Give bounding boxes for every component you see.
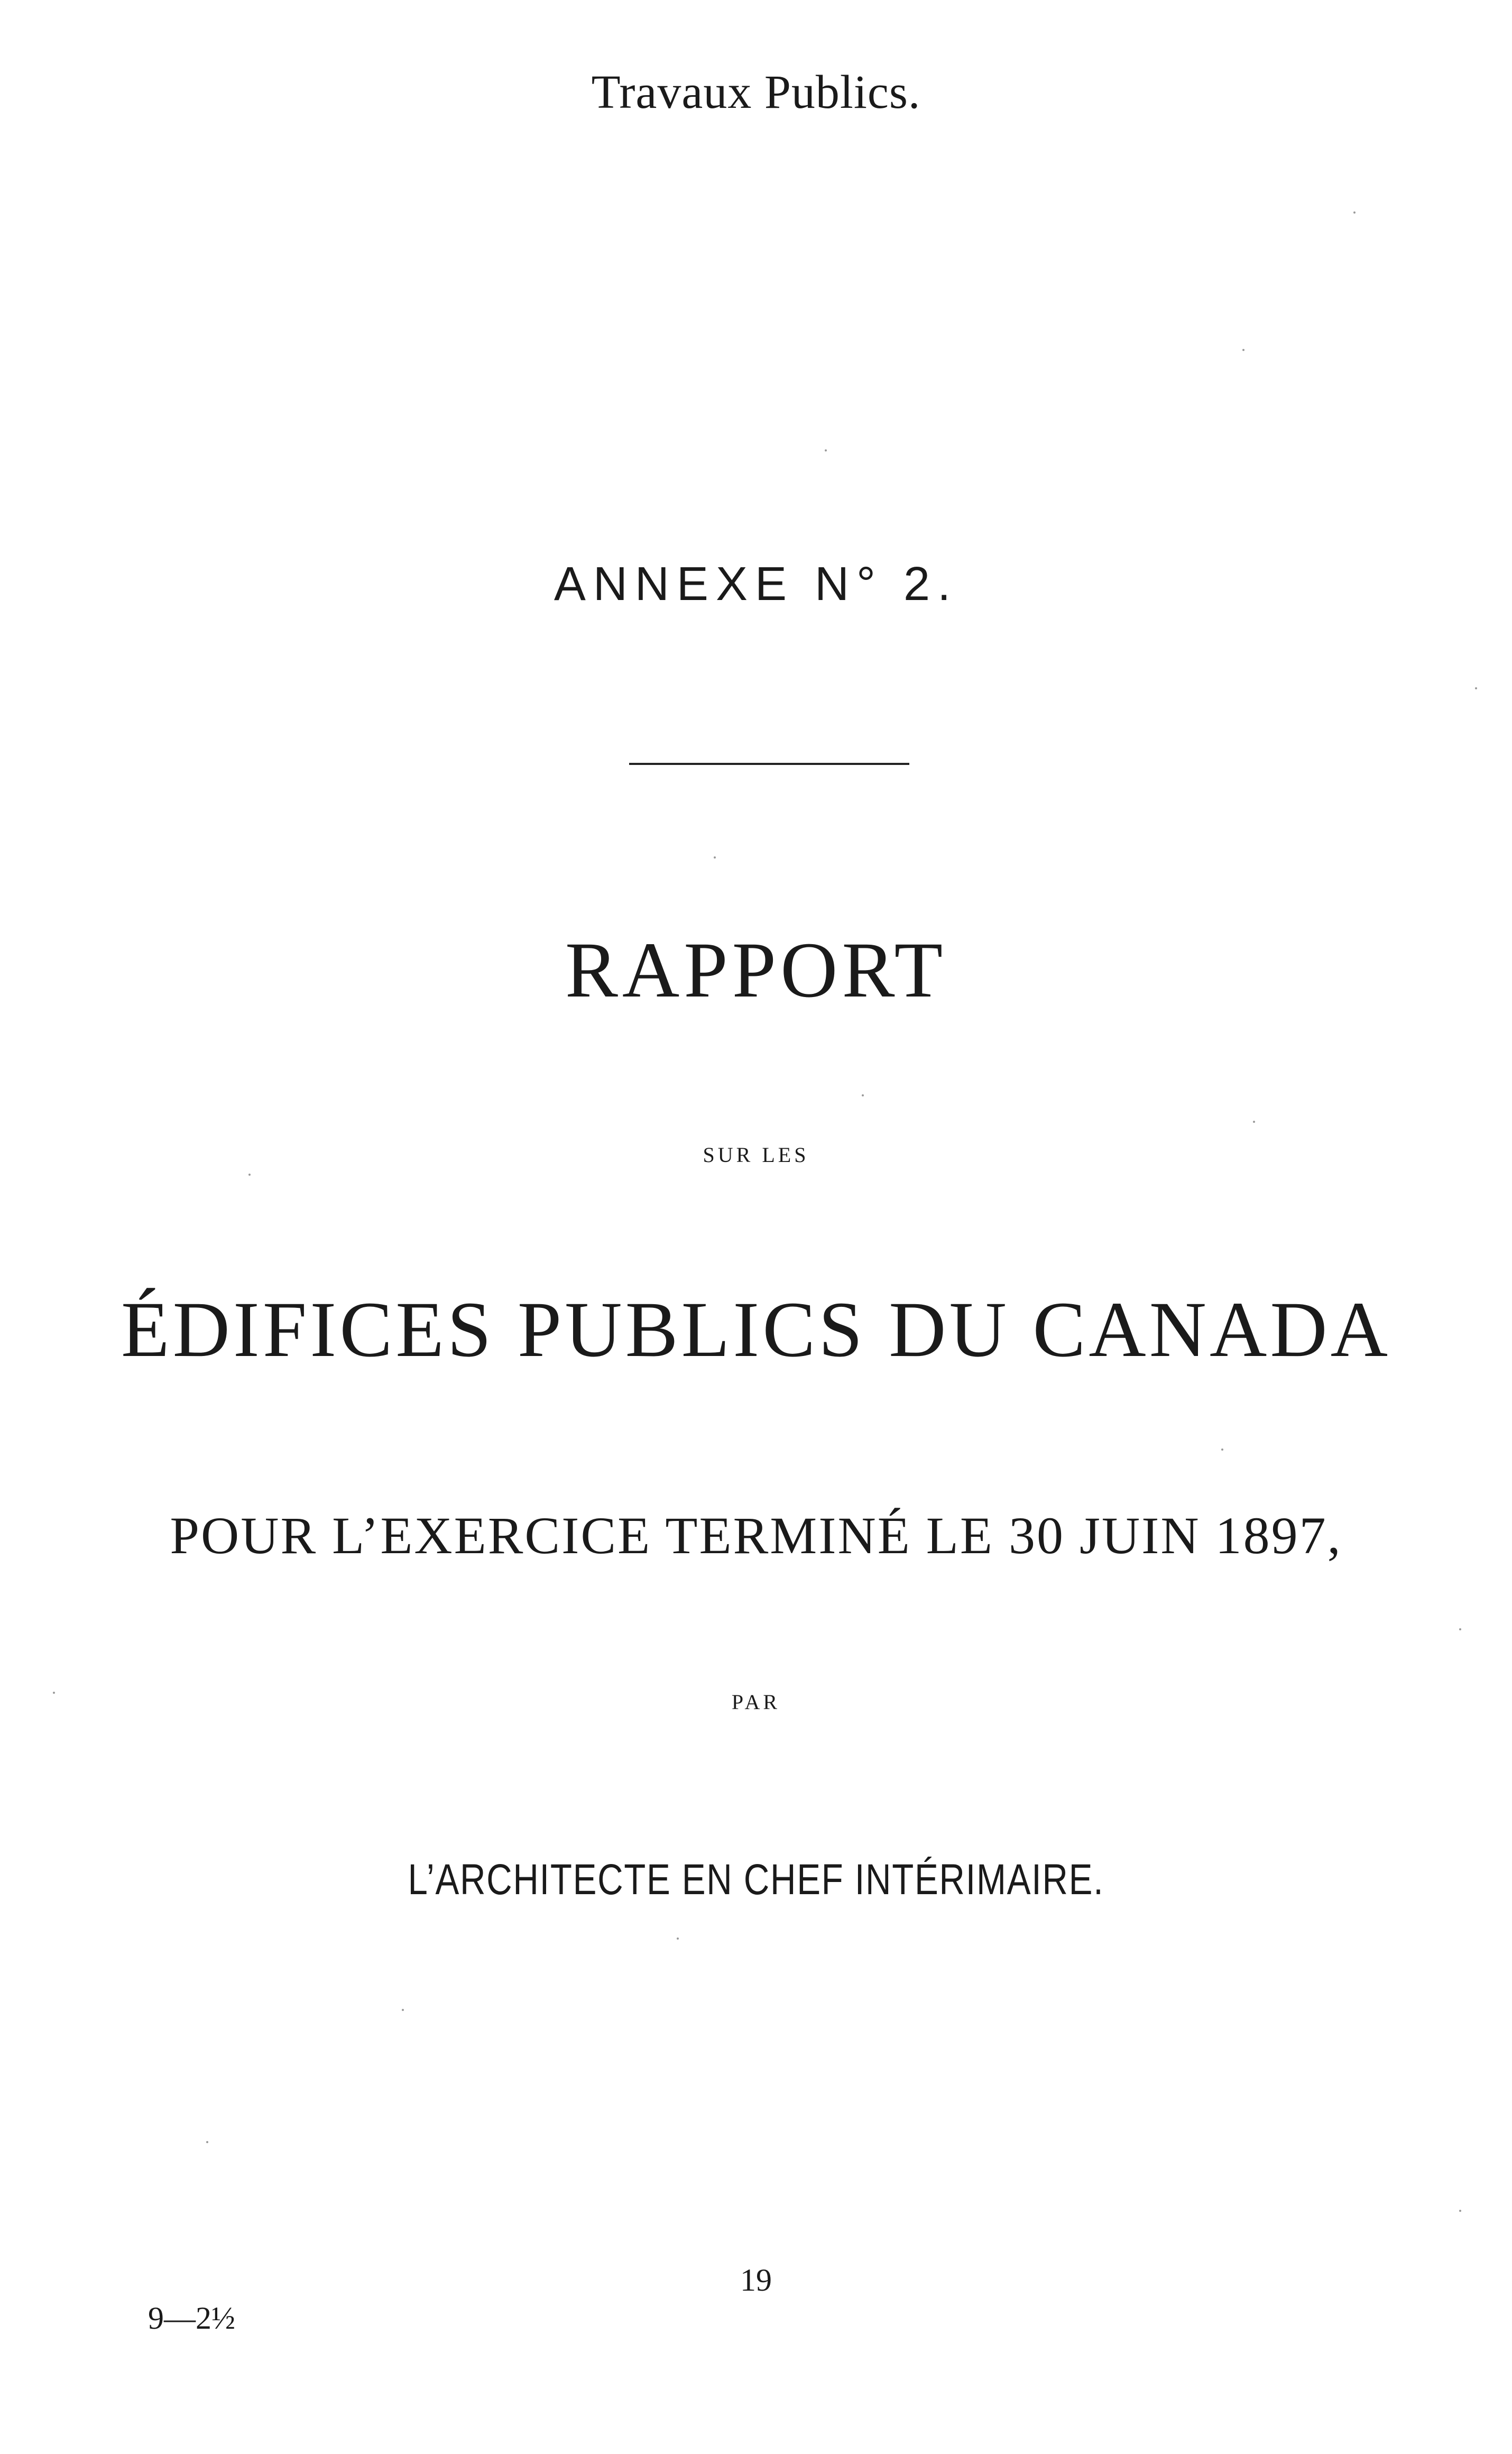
page-number: 19 — [740, 2263, 772, 2298]
scan-speck — [248, 1174, 251, 1176]
scan-speck — [402, 2009, 404, 2011]
scan-speck — [206, 2141, 208, 2143]
scan-speck — [677, 1938, 679, 1940]
scan-speck — [1459, 2210, 1461, 2212]
connector-sur-les: SUR LES — [703, 1143, 809, 1167]
scan-speck — [1353, 211, 1356, 214]
scan-speck — [1253, 1121, 1255, 1123]
scan-speck — [1475, 687, 1477, 689]
scan-speck — [1242, 349, 1244, 351]
scan-speck — [825, 449, 827, 451]
horizontal-rule — [629, 763, 909, 765]
scan-speck — [1221, 1449, 1223, 1451]
report-title: RAPPORT — [565, 926, 947, 1014]
report-author: L’ARCHITECTE EN CHEF INTÉRIMAIRE. — [408, 1856, 1104, 1904]
running-head: Travaux Publics. — [591, 66, 921, 118]
scan-speck — [1459, 1628, 1461, 1630]
scan-speck — [714, 856, 716, 859]
scan-speck — [53, 1692, 55, 1694]
connector-par: PAR — [731, 1690, 781, 1714]
fiscal-year-line: POUR L’EXERCICE TERMINÉ LE 30 JUIN 1897, — [170, 1506, 1342, 1565]
sheet-signature: 9—2½ — [148, 2301, 235, 2336]
scan-speck — [862, 1094, 864, 1096]
annex-number: ANNEXE N° 2. — [554, 558, 958, 611]
report-subject: ÉDIFICES PUBLICS DU CANADA — [121, 1286, 1391, 1373]
